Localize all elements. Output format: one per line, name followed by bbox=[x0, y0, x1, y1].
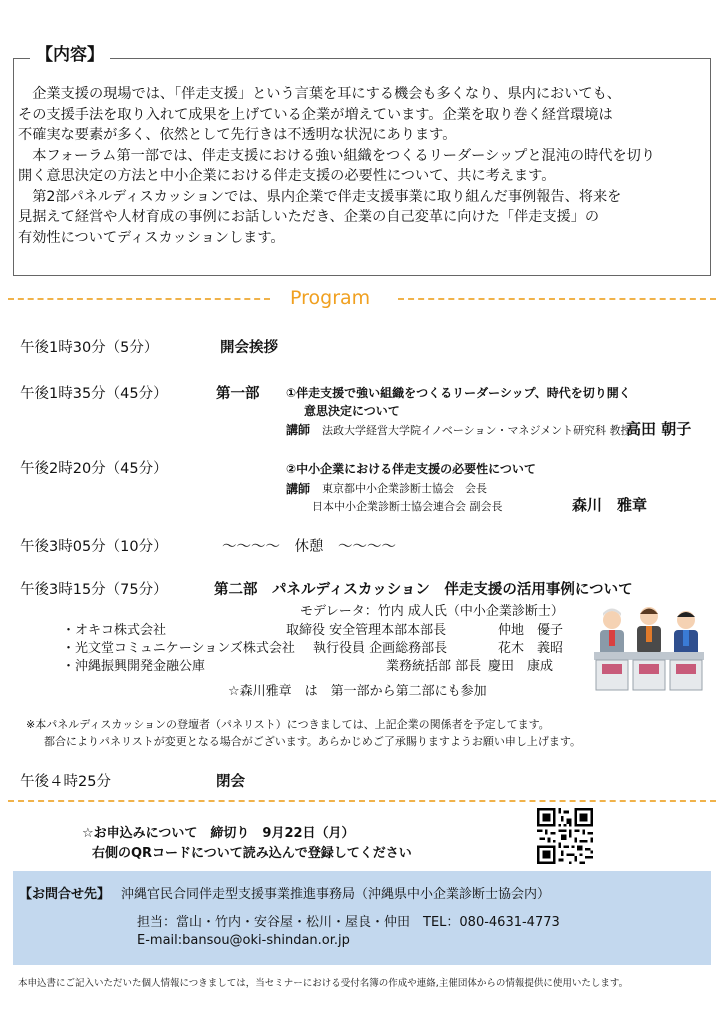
closing-time: 午後４時25分 bbox=[20, 774, 111, 790]
topic2: ②中小企業における伴走支援の必要性について bbox=[286, 462, 536, 476]
divider bbox=[398, 298, 716, 300]
opening-time: 午後1時30分（5分） bbox=[20, 340, 159, 356]
qr-code[interactable] bbox=[537, 808, 593, 864]
program-heading: Program bbox=[290, 287, 371, 309]
content-title: 【内容】 bbox=[30, 40, 110, 65]
lecturer1-name: 高田 朝子 bbox=[626, 420, 692, 438]
application-deadline: ☆お申込みについて 締切り 9月22日（月） bbox=[82, 826, 355, 841]
contact-box bbox=[13, 871, 711, 965]
panelist-company: ・光文堂コミュニケーションズ株式会社 bbox=[62, 641, 295, 656]
divider bbox=[8, 800, 716, 802]
content-body bbox=[18, 84, 708, 248]
content-line: 本フォーラム第一部では、伴走支援における強い組織をつくるリーダーシップと混沌の時代を切り bbox=[18, 147, 656, 164]
application-instruction: 右側のQRコードについて読み込んで登録してください bbox=[92, 846, 412, 861]
panel-discussion-illustration bbox=[594, 600, 704, 692]
opening-title: 開会挨拶 bbox=[220, 340, 278, 356]
privacy-note: 本申込書にご記入いただいた個人情報につきましては，当セミナーにおける受付名簿の作成や連絡,主催団体からの情報提供に使用いたします。 bbox=[18, 978, 629, 989]
content-line: その支援手法を取り入れて成果を上げている企業が増えています。企業を取り巻く経営環境は bbox=[18, 106, 613, 123]
lecturer1-affiliation: 法政大学経営大学院イノベーション・マネジメント研究科 教授 bbox=[322, 424, 632, 437]
moderator: モデレータ：竹内 成人氏（中小企業診断士） bbox=[300, 604, 564, 619]
disclaimer: ※本パネルディスカッションの登壇者（パネリスト）につきましては、上記企業の関係者を予定してます。 bbox=[26, 718, 550, 731]
lecturer-label: 講師 bbox=[286, 423, 311, 437]
panelist-company: ・オキコ株式会社 bbox=[62, 623, 167, 638]
panelist-role: 取締役 安全管理本部本部長 bbox=[286, 623, 447, 638]
part1-time: 午後1時35分（45分） bbox=[20, 386, 168, 402]
panelist-company: ・沖縄振興開発金融公庫 bbox=[62, 659, 206, 674]
break-text: ～～～～ 休憩 ～～～～ bbox=[222, 539, 396, 555]
content-line: 第2部パネルディスカッションでは、県内企業で伴走支援事業に取り組んだ事例報告、将来を bbox=[18, 188, 622, 205]
panelist-name: 仲地 優子 bbox=[498, 623, 564, 638]
part2-title: 第二部 パネルディスカッション 伴走支援の活用事例について bbox=[214, 582, 633, 598]
part2-time: 午後3時15分（75分） bbox=[20, 582, 168, 598]
content-line: 有効性についてディスカッションします。 bbox=[18, 229, 285, 246]
part1b-time: 午後2時20分（45分） bbox=[20, 461, 168, 477]
contact-email[interactable]: E-mail:bansou@oki-shindan.or.jp bbox=[137, 933, 350, 948]
content-line: 企業支援の現場では、「伴走支援」という言葉を耳にする機会も多くなり、県内においても、 bbox=[18, 86, 621, 102]
topic1-line2: 意思決定について bbox=[304, 404, 400, 418]
panelist-role: 業務統括部 部長 bbox=[386, 659, 482, 674]
topic1-line1: ①伴走支援で強い組織をつくるリーダーシップ、時代を切り開く bbox=[286, 386, 631, 400]
contact-label: 【お問合せ先】 bbox=[19, 887, 111, 902]
contact-staff-phone[interactable]: 担当：當山・竹内・安谷屋・松川・屋良・仲田 TEL：080-4631-4773 bbox=[137, 915, 560, 930]
panelist-name: 慶田 康成 bbox=[488, 659, 554, 674]
content-line: 見据えて経営や人材育成の事例にお話しいただき、企業の自己変革に向けた「伴走支援」の bbox=[18, 209, 600, 225]
disclaimer: 都合によりパネリストが変更となる場合がございます。あらかじめご了承賜りますようお願い申し上げます。 bbox=[44, 735, 582, 748]
content-line: 不確実な要素が多く、依然として先行きは不透明な状況にあります。 bbox=[18, 127, 457, 143]
lecturer2-name: 森川 雅章 bbox=[572, 496, 648, 514]
part2-note: ☆森川雅章 は 第一部から第二部にも参加 bbox=[228, 684, 487, 699]
panelist-role: 執行役員 企画総務部長 bbox=[313, 641, 448, 656]
lecturer2-affiliation: 東京都中小企業診断士協会 会長 bbox=[322, 482, 487, 495]
panelist-name: 花木 義昭 bbox=[498, 641, 564, 656]
content-line: 開く意思決定の方法と中小企業における伴走支援の必要性について、共に考えます。 bbox=[18, 168, 556, 184]
lecturer-label: 講師 bbox=[286, 482, 311, 496]
contact-organization: 沖縄官民合同伴走型支援事業推進事務局（沖縄県中小企業診断士協会内） bbox=[121, 887, 551, 902]
break-time: 午後3時05分（10分） bbox=[20, 539, 168, 555]
closing-title: 閉会 bbox=[216, 774, 245, 790]
part1-title: 第一部 bbox=[216, 386, 260, 402]
divider bbox=[8, 298, 270, 300]
lecturer2-affiliation: 日本中小企業診断士協会連合会 副会長 bbox=[312, 500, 503, 513]
